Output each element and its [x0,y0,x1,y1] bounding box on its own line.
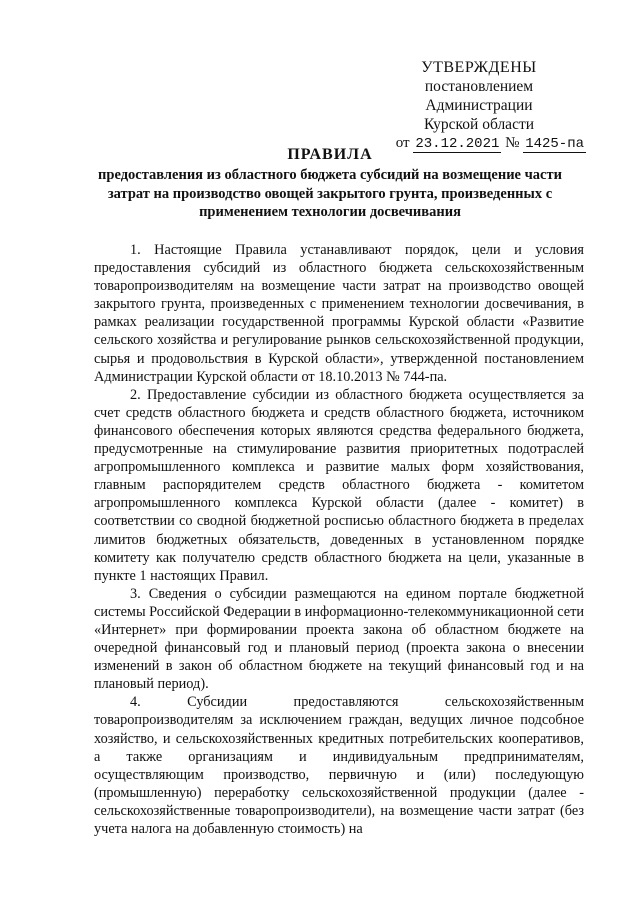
date-prefix: от [395,135,410,151]
paragraph-2: 2. Предоставление субсидии из областного бюджета осуществляется за счет средств областного бюджета и средств областного бюджета, источником финансового обеспечения которых являются средства федерального бюджета, предусмотренные на стимулирование развития приоритетных подотраслей агропромышленного комплекса и развитие малых форм хозяйствования, главным распорядителем средств областного бюджета - комитетом агропромышленного комплекса Курской области (далее - комитет) в соответствии со сводной бюджетной росписью областного бюджета в пределах лимитов бюджетных обязательств, доведенных в установленном порядке комитету как получателю средств областного бюджета на цели, указанные в пункте 1 настоящих Правил. [94,386,584,584]
approval-number: 1425-па [525,136,584,152]
paragraph-4: 4. Субсидии предоставляются сельскохозяйственным товаропроизводителям за исключением граждан, ведущих личное подсобное хозяйство, и сельскохозяйственных кредитных потребительских кооперативов, а также организациям и индивидуальным предпринимателям, осуществляющим производство, первичную и (или) последующую (промышленную) переработку сельскохозяйственной продукции (далее - сельскохозяйственные товаропроизводители), на возмещение части затрат (без учета налога на добавленную стоимость) на [94,694,584,837]
document-subtitle: предоставления из областного бюджета субсидий на возмещение части затрат на производство овощей закрытого грунта, произведенных с применением технологии досвечивания [98,167,562,220]
document-title: ПРАВИЛА [287,146,373,163]
approval-line-1: постановлением Администрации [424,78,534,114]
document-body [94,241,584,838]
approval-line-2: Курской области [423,116,535,133]
approval-date: 23.12.2021 [415,136,500,152]
number-prefix: № [505,135,520,151]
paragraph-1: 1. Настоящие Правила устанавливают порядок, цели и условия предоставления субсидий из областного бюджета сельскохозяйственным товаропроизводителям на возмещение части затрат на производство овощей закрытого грунта, произведенных с применением технологии досвечивания, в рамках реализации государственной программы Курской области «Развитие сельского хозяйства и регулирование рынков сельскохозяйственной продукции, сырья и продовольствия в Курской области», утвержденной постановлением Администрации Курской области от 18.10.2013 № 744-па. [94,242,584,385]
approval-stamp [372,58,586,154]
approval-title: УТВЕРЖДЕНЫ [421,59,537,76]
paragraph-3: 3. Сведения о субсидии размещаются на едином портале бюджетной системы Российской Федерации в информационно-телекоммуникационной сети «Интернет» при формировании проекта закона об областном бюджете на очередной финансовый год и плановый период (проекта закона о внесении изменений в закон об областном бюджете на текущий финансовый год и на плановый период). [94,585,584,693]
